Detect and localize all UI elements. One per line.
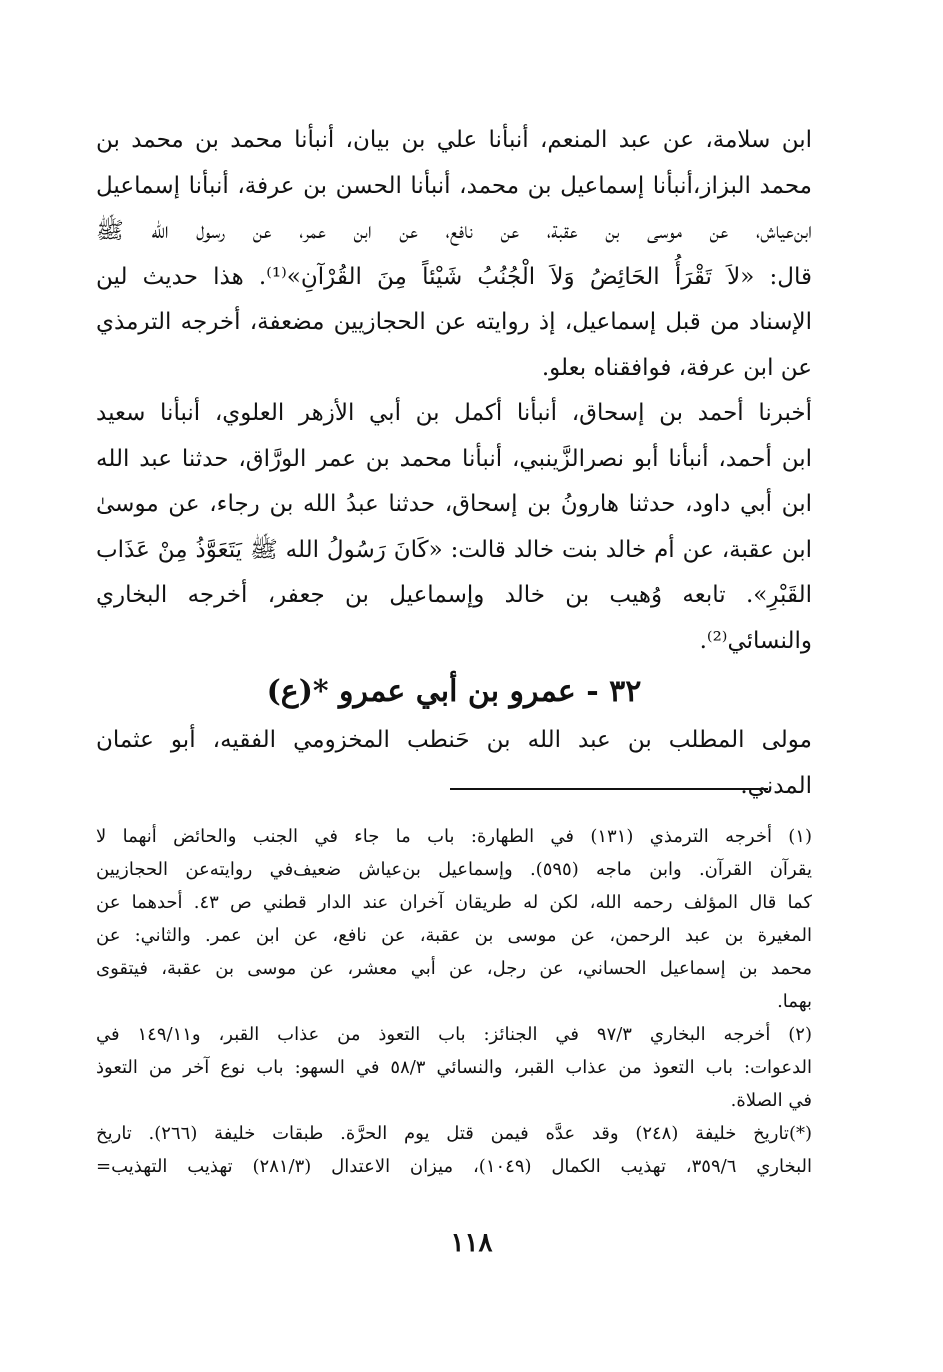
- footnote-line: محمد بن إسماعيل الحساني، عن رجل، عن أبي معشر، عن موسى بن عقبة، فيتقوى: [96, 958, 812, 979]
- text-line: عن ابن عرفة، فوافقناه بعلو.: [541, 354, 812, 381]
- footnote-line: الدعوات: باب التعوذ من عذاب القبر، والنسائي ٥٨/٣ في السهو: باب نوع آخر من التعوذ: [96, 1057, 813, 1078]
- text-line: القَبْرِ». تابعه وُهيب بن خالد وإسماعيل بن جعفر، أخرجه البخاري: [96, 582, 812, 608]
- text-line: الإسناد من قبل إسماعيل، إذ روايته عن الحجازيين مضعفة، أخرجه الترمذي: [96, 309, 812, 335]
- text-line: محمد البزاز،أنبأنا إسماعيل بن محمد، أنبأنا الحسن بن عرفة، أنبأنا إسماعيل: [96, 172, 812, 199]
- text-line: قال: «لاَ تَقْرَأُ الحَائِضُ وَلاَ الْجُنُبُ شَيْئاً مِنَ القُرْآنِ»⁽¹⁾. هذا حديث لين: [96, 263, 813, 290]
- paragraph-3: [96, 718, 812, 809]
- footnote-line: (*)تاريخ خليفة (٢٤٨) وقد عدَّه فيمن قتل يوم الحرَّة. طبقات خليفة (٢٦٦). تاريخ: [96, 1123, 812, 1144]
- footnotes: [96, 820, 812, 1183]
- footnote-line: (١) أخرجه الترمذي (١٣١) في الطهارة: باب ما جاء في الجنب والحائض أنهما لا: [96, 826, 812, 847]
- text-line: ابن‌عياش، عن موسى بن عقبة، عن نافع، عن ابن عمر، عن رسول الله ﷺ: [96, 218, 812, 244]
- text-line: ابن سلامة، عن عبد المنعم، أنبأنا علي بن بيان، أنبأنا محمد بن محمد بن: [96, 127, 812, 153]
- footnote-line: (٢) أخرجه البخاري ٩٧/٣ في الجنائز: باب التعوذ من عذاب القبر، و١٤٩/١١ في: [96, 1024, 812, 1045]
- text-line: ابن عقبة، عن أم خالد بنت خالد قالت: «كَانَ رَسُولُ الله ﷺ يَتَعَوَّذُ مِنْ عَذَاب: [96, 536, 812, 563]
- footnote-line: في الصلاة.: [730, 1090, 812, 1111]
- footnote-separator: [450, 788, 768, 790]
- text-line: ابن أبي داود، حدثنا هارونُ بن إسحاق، حدثنا عبدُ الله بن رجاء، عن موسىٰ: [96, 491, 812, 517]
- biography-heading: ٣٢ - عمرو بن أبي عمرو *(ع): [266, 674, 642, 709]
- footnote-line: يقرآن القرآن. وابن ماجه (٥٩٥). وإسماعيل بن‌عياش ضعيف‌في روايته‌عن الحجازيين: [96, 859, 812, 880]
- footnote-2: [96, 1018, 812, 1117]
- footnote-line: كما قال المؤلف رحمه الله، لكن له طريقان آخران عند الدار قطني ص ٤٣. أحدهما عن: [96, 892, 812, 913]
- footnote-line: البخاري ٣٥٩/٦، تهذيب الكمال (١٠٤٩)، ميزان الاعتدال (٢٨١/٣) تهذيب التهذيب=: [96, 1156, 812, 1177]
- text-line: المدني.: [740, 772, 812, 799]
- footnote-line: المغيرة بن عبد الرحمن، عن موسى بن عقبة، عن نافع، عن ابن عمر. والثاني: عن: [96, 925, 812, 946]
- footnote-line: بهما.: [777, 991, 812, 1012]
- paragraph-2: [96, 391, 812, 664]
- main-text: [96, 118, 812, 809]
- text-line: أخبرنا أحمد بن إسحاق، أنبأنا أكمل بن أبي الأزهر العلوي، أنبأنا سعيد: [96, 400, 812, 426]
- text-line: ابن أحمد، أنبأنا أبو نصرالزَّينبي، أنبأنا محمد بن عمر الورَّاق، حدثنا عبد الله: [96, 445, 812, 472]
- text-line: والنسائي⁽²⁾.: [699, 627, 812, 654]
- page-number: ١١٨: [450, 1228, 493, 1258]
- text-line: مولى المطلب بن عبد الله بن حَنطب المخزومي الفقيه، أبو عثمان: [96, 727, 812, 753]
- paragraph-1: [96, 118, 812, 391]
- footnote-1: [96, 820, 812, 1018]
- footnote-3: [96, 1117, 812, 1183]
